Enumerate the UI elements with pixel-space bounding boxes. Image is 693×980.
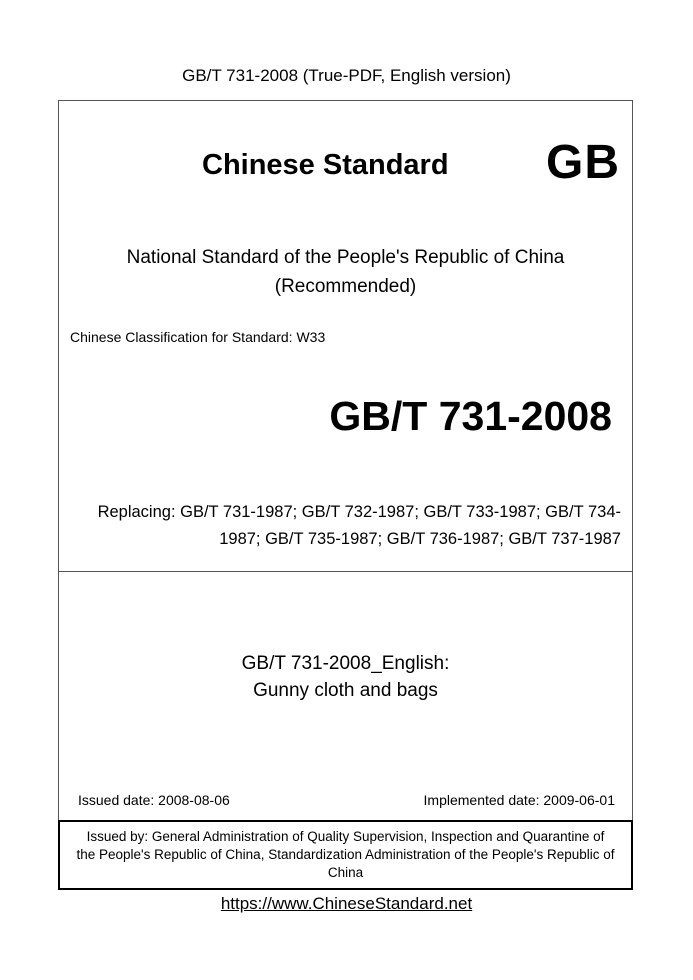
standard-number: GB/T 731-2008 bbox=[329, 393, 612, 439]
issuer-line-3: China bbox=[327, 865, 364, 880]
replacing-line-1: Replacing: GB/T 731-1987; GB/T 732-1987; GB/T 733-1987; GB/T 734- bbox=[97, 503, 621, 521]
page-header-title: GB/T 731-2008 (True-PDF, English version) bbox=[182, 66, 511, 85]
title-line-1: GB/T 731-2008_English: bbox=[241, 653, 450, 674]
issuer-section bbox=[58, 820, 633, 890]
replacing-line-2: 1987; GB/T 735-1987; GB/T 736-1987; GB/T 737-1987 bbox=[219, 530, 621, 548]
title-section bbox=[58, 572, 633, 820]
issuer-line-2: the People's Republic of China, Standardization Administration of the People's Republic of bbox=[76, 847, 615, 862]
document-title bbox=[59, 650, 632, 704]
issuer-line-1: Issued by: General Administration of Quality Supervision, Inspection and Quarantine of bbox=[86, 829, 605, 844]
gb-mark: GB bbox=[546, 136, 620, 189]
standard-label: Chinese Standard bbox=[202, 149, 449, 181]
implemented-date: Implemented date: 2009-06-01 bbox=[423, 792, 615, 808]
issued-date: Issued date: 2008-08-06 bbox=[78, 792, 230, 808]
national-line-2: (Recommended) bbox=[274, 276, 417, 297]
classification-text: Chinese Classification for Standard: W33 bbox=[70, 329, 326, 345]
replacing-text bbox=[61, 499, 621, 553]
title-line-2: Gunny cloth and bags bbox=[253, 680, 438, 701]
national-standard-text bbox=[59, 243, 632, 301]
national-line-1: National Standard of the People's Republic of China bbox=[126, 247, 565, 268]
website-link[interactable]: https://www.ChineseStandard.net bbox=[220, 894, 473, 913]
issuer-text bbox=[60, 828, 631, 882]
cover-section bbox=[58, 100, 633, 572]
